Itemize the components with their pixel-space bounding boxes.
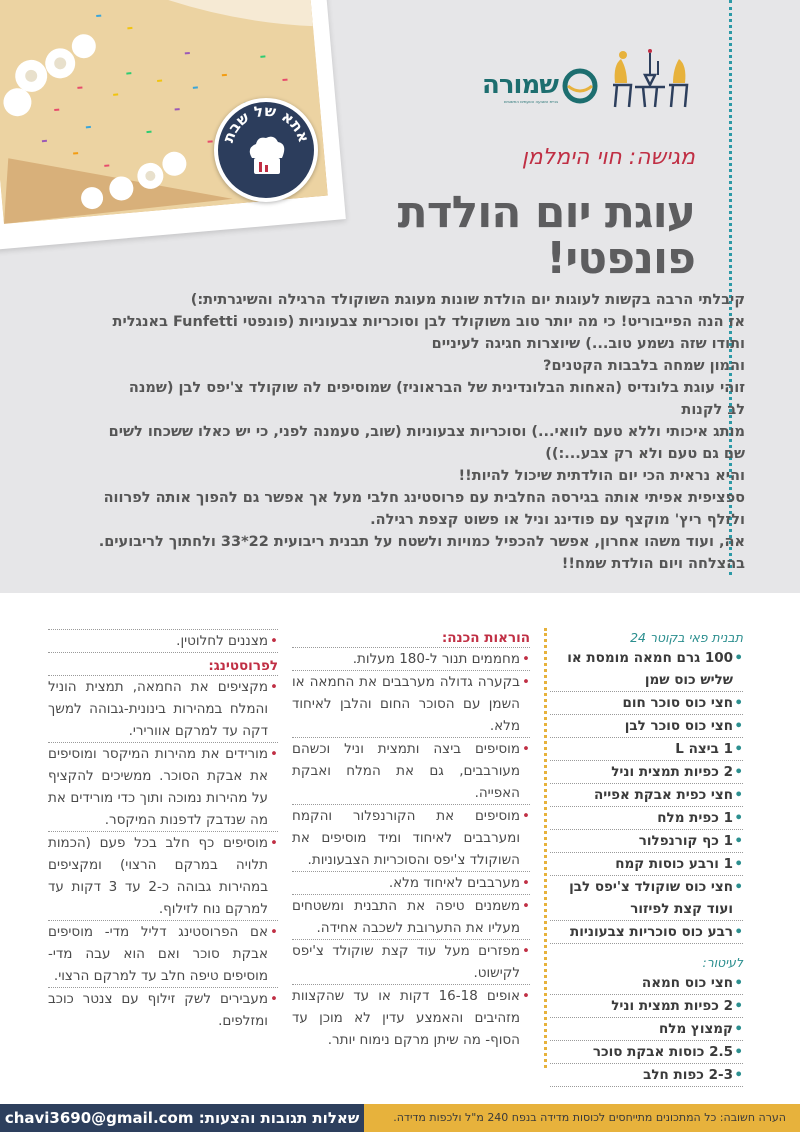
ingredient-item: • 100 גרם חמאה מומסת או שליש כוס שמן <box>550 647 743 692</box>
instruction-step: • מפזרים מעל עוד קצת שוקולד צ'יפס לקישוט. <box>292 940 530 985</box>
instruction-step: • מוסיפים ביצה ותמצית וניל וכשהם מעורבבים, גם את המלח ואבקת האפייה. <box>292 738 530 805</box>
chef-hat-icon <box>250 137 285 174</box>
ingredient-item: • חצי כוס סוכר חום <box>550 692 743 715</box>
intro-line: בהצלחה ויום הולדת שמח!! <box>561 556 745 572</box>
instruction-step: • משמנים טיפה את התבנית ומשטחים מעליו את התערובת לשכבה אחידה. <box>292 895 530 940</box>
cooling-step: • מצננים לחלוטין. <box>48 629 278 653</box>
instruction-step: • מערבבים לאיחוד מלא. <box>292 872 530 895</box>
ingredients-column <box>550 625 743 1087</box>
intro-line: והמון שמחה בלבבות הקטנים? <box>543 358 745 374</box>
decor-item: • חצי כוס חמאה <box>550 972 743 995</box>
ingredient-item: • רבע כוס סוכריות צבעוניות <box>550 921 743 944</box>
intro-line: ולזלף ריץ' מוקצף עם פודינג וניל או פשוט קצפת רגילה. <box>370 512 745 528</box>
decor-heading: לעיטור: <box>702 955 743 970</box>
instructions-column <box>292 625 530 1051</box>
intro-text <box>45 289 745 575</box>
intro-line: שם גם טעם ולא רק צבע...:)) <box>545 446 745 462</box>
decor-item: • 2-3 כפות חלב <box>550 1064 743 1087</box>
frosting-step: • מעבירים לשק זילוף עם צנטר כוכב ומזלפים. <box>48 988 278 1032</box>
ingredient-item: • 1 כפית מלח <box>550 807 743 830</box>
frosting-column <box>48 625 278 1032</box>
ingredient-item: • 1 ורבע כוסות קמח <box>550 853 743 876</box>
ingredient-item: • 1 כף קורנפלור <box>550 830 743 853</box>
instructions-heading: הוראות הכנה: <box>441 630 530 646</box>
footer <box>0 1104 800 1132</box>
ingredient-item: • חצי כפית אבקת אפייה <box>550 784 743 807</box>
intro-line: לב לקנות <box>681 402 745 418</box>
frosting-step: • מורידים את מהירות המיקסר ומוסיפים את אבקת הסוכר. ממשיכים להקציף על מהירות נמוכה ותוך כדי מורידים את מה שנדבק לדפנות המיקסר. <box>48 743 278 832</box>
frosting-step: • מקציפים את החמאה, תמצית הוניל והמלח במהירות בינונית-גבוהה למשך דקה עד למרקם אוורירי. <box>48 675 278 743</box>
title-line-1: עוגת יום הולדת <box>397 187 695 238</box>
pan-size-heading: תבנית פאי בקוטר 24 <box>630 630 743 645</box>
ingredient-item: • חצי כוס סוכר לבן <box>550 715 743 738</box>
decor-item: • 2.5 כוסות אבקת סוכר <box>550 1041 743 1064</box>
measurement-note: הערה חשובה: כל המתכונים מתייחסים לכוסות מדידה בנפח 240 מ"ל ולכפות מדידה. <box>364 1104 800 1132</box>
dining-table-icon <box>605 45 695 110</box>
instruction-step: • מוסיפים את הקורנפלור והקמח ומערבבים לאיחוד ומיד מוסיפים את השוקולד צ'יפס והסוכריות הצבעוניות. <box>292 805 530 872</box>
intro-line: ותודו שזה נשמע טוב...) שיוצרות חגיגה לעיניים <box>431 336 745 352</box>
frosting-heading: לפרוסטינג: <box>208 658 278 674</box>
logo-name: שמורה <box>482 70 558 100</box>
instruction-step: • מחממים תנור ל-180 מעלות. <box>292 647 530 671</box>
intro-line: אז הנה הפייבוריט! כי מה יותר טוב משוקולד לבן וסוכריות צבעוניות (פונפטי Funfetti באנגלית <box>112 314 745 330</box>
decor-item: • קמצוץ מלח <box>550 1018 743 1041</box>
frosting-step: • אם הפרוסטינג דליל מדי- מוסיפים אבקת סוכר ואם הוא עבה מדי- מוסיפים טיפה חלב עד למרקם הרצוי. <box>48 921 278 988</box>
decor-item: • 2 כפיות תמצית וניל <box>550 995 743 1018</box>
badge-text: אתא של שבת <box>219 102 313 145</box>
intro-line: מותג איכותי וללא טעם לוואי...) וסוכריות צבעוניות (שוב, טעמנה לפני, כי יש כאלו ששכחו לשים <box>108 424 745 440</box>
intro-line: ספציפית אפיתי אותה בגירסה החלבית עם פרוסטינג חלבי מעל אך אפשר גם להפוך אותה לפרווה <box>103 490 745 506</box>
intro-line: זוהי עוגת בלונדיס (האחות הבלונדינית של הבראוניז) שמוסיפים לה שוקולד צ'יפס לבן (שמנה <box>128 380 745 396</box>
column-divider <box>544 628 547 1068</box>
instruction-step: • בקערה גדולה מערבבים את החמאה או השמן עם הסוכר החום והלבן לאיחוד מלא. <box>292 671 530 738</box>
frosting-step: • מוסיפים כף חלב בכל פעם (הכמות תלויה במרקם הרצוי) ומקציפים במהירות גבוהה כ-2 עד 3 דקות עד למרקם נוח לזילוף. <box>48 832 278 921</box>
author-line: מגישה: חוי הימלמן <box>521 145 695 170</box>
title-line-2: פונפטי! <box>546 233 695 284</box>
shmura-ring-icon <box>562 68 598 104</box>
shabbat-chef-badge <box>214 98 318 202</box>
ingredient-item: • 1 ביצה L <box>550 738 743 761</box>
intro-line: אה, ועוד משהו אחרון, אפשר להכפיל כמויות ולשטח על תבנית ריבועית 22*33 ולחתוך לריבועים. <box>98 534 745 550</box>
ingredient-item: • חצי כוס שוקולד צ'יפס לבן ועוד קצת לפיזור <box>550 876 743 921</box>
shmura-logo <box>482 66 598 108</box>
recipe-title <box>295 187 695 284</box>
logo-tagline: בניית השבעה הטעמים החשובים <box>503 99 558 104</box>
instruction-step: • אופים 16-18 דקות או עד שהקצוות מזהיבים והאמצע עדין לא מוכן עד הסוף- מה שיתן מרקם נימוח יותר. <box>292 985 530 1051</box>
intro-line: והיא נראית הכי יום הולדתית שיכול להיות!! <box>458 468 745 484</box>
ingredient-item: • 2 כפיות תמצית וניל <box>550 761 743 784</box>
contact-email[interactable]: שאלות תגובות והצעות: chavi3690@gmail.com <box>0 1104 364 1132</box>
intro-line: קיבלתי הרבה בקשות לעוגות יום הולדת שונות מעוגת השוקולד הרגילה והשיגרתית:) <box>190 292 745 308</box>
